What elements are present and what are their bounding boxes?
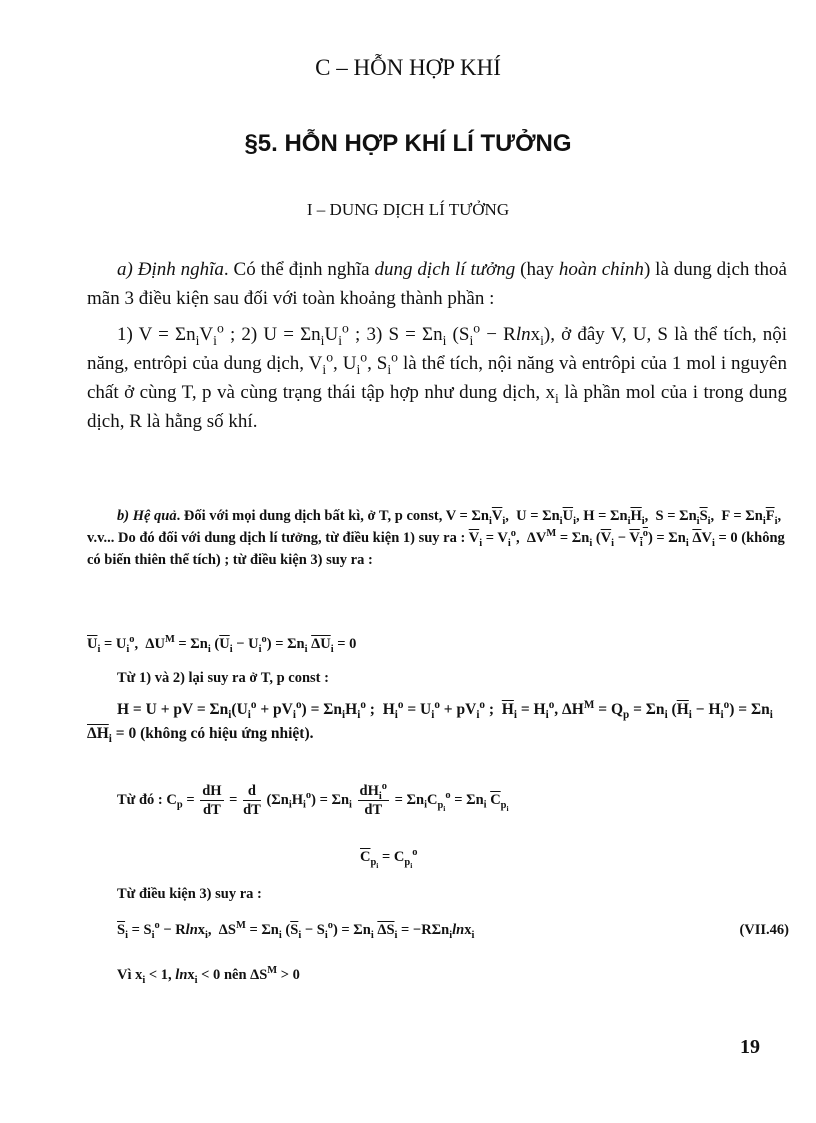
corollary-paragraph: b) Hệ quả. Đối với mọi dung dịch bất kì, ở T, p const, $V = \Sigma n_i\overline{V}_i$, $U = \Sigma n_i\overline{U}_i$, $H = \Sigma n_i\overline{H}_i$, $S = \Sigma n_i\overline{S}_i$, $F = \Sigma n_i\overline{F}_i$, v.v... Do đó đối với dung dịch lí tưởng, từ điều kiện 1) suy ra : $\overline{V}_i = V_i^o$, $\Delta V^M = \Sigma n_i$ $(\overline{V}_i - V_i^o) = \Sigma n_i$ $\overline{\Delta}V_i = 0$ (không có biến thiên thể tích) ; từ điều kiện 3) suy ra : bbox=[87, 508, 785, 568]
equation-entropy: $\overline{S}_i = S_i^o - Rlnx_i$, $\Delta S^M = \Sigma n_i$ $(\overline{S}_i - S_i^o) = \Sigma n_i$ $\overline{\Delta S}_i = -R\Sigma n_i\ln x_i$ (VII.46) bbox=[117, 920, 789, 941]
section-title: §5. HỖN HỢP KHÍ LÍ TƯỞNG bbox=[244, 130, 572, 157]
conditions-paragraph: 1) $V = \Sigma n_iV_i^o$ ; 2) $U = \Sigma n_iU_i^o$ ; 3) $S = \Sigma n_i$ $(S_i^o - Rlnx_i)$, ở đây V, U, S là thể tích, nội năng, entrôpi của dung dịch, $V_i^o$, $U_i^o$, $S_i^o$ là thể tích, nội năng và entrôpi của 1 mol i nguyên chất ở cùng T, p và cùng trạng thái tập hợp như dung dịch, $x_i$ là phần mol của i trong dung dịch, R là hằng số khí. bbox=[87, 320, 788, 432]
definition-paragraph: a) Định nghĩa. Có thể định nghĩa dung dịch lí tưởng (hay hoàn chỉnh) là dung dịch thoả mãn 3 điều kiện sau đối với toàn khoảng thành phần : bbox=[87, 259, 787, 309]
subsection-title: I – DUNG DỊCH LÍ TƯỞNG bbox=[306, 200, 510, 219]
page-number: 19 bbox=[740, 1036, 760, 1058]
text-from-conditions: Từ 1) và 2) lại suy ra ở T, p const : bbox=[117, 670, 329, 686]
equation-internal-energy: $\overline{U}_i = U_i^o$, $\Delta U^M = \Sigma n_i$ $(\overline{U}_i - U_i^o) = \Sigma n_i$ $\overline{\Delta U}_i = 0$ bbox=[87, 634, 357, 655]
equation-partial-heat-capacity: $\overline{C}_{p_i} = C_{p_i}^o$ bbox=[360, 847, 418, 870]
conclusion-line: Vì $x_i < 1$, lnx$_i$ < 0 nên $\Delta S^M > 0$ bbox=[117, 965, 300, 986]
equation-number: (VII.46) bbox=[739, 922, 789, 938]
term-complete: hoàn chỉnh bbox=[558, 259, 644, 280]
corollary-label: b) Hệ quả bbox=[117, 508, 177, 524]
equation-heat-capacity: Từ đó : $C_p$ = $\frac{dH}{dT}$ = $\frac{d}{dT}$ $(\Sigma n_iH_i^o) = \Sigma n_i$ $\frac{dH_i^o}{dT}$ = $\Sigma n_iC_{p_i}^o = \Sigma n_i$ $\overline{C}_{p_i}$ bbox=[117, 781, 509, 818]
term-ideal-solution: dung dịch lí tưởng bbox=[374, 259, 516, 280]
text-from-condition-3: Từ điều kiện 3) suy ra : bbox=[117, 886, 262, 902]
part-title: C – HỖN HỢP KHÍ bbox=[315, 55, 501, 80]
equation-enthalpy: H = U + pV = $\Sigma n_i(U_i^o + pV_i^o) = \Sigma n_iH_i^o$ ; $H_i^o = U_i^o + pV_i^o$ ; $\overline{H}_i = H_i^o$, $\Delta H^M = Q_p = \Sigma n_i$ $(\overline{H}_i - H_i^o) = \Sigma n_i$ $\overline{\Delta H}_i = 0$ (không có hiệu ứng nhiệt). bbox=[87, 698, 773, 746]
definition-label: a) Định nghĩa bbox=[117, 259, 224, 280]
